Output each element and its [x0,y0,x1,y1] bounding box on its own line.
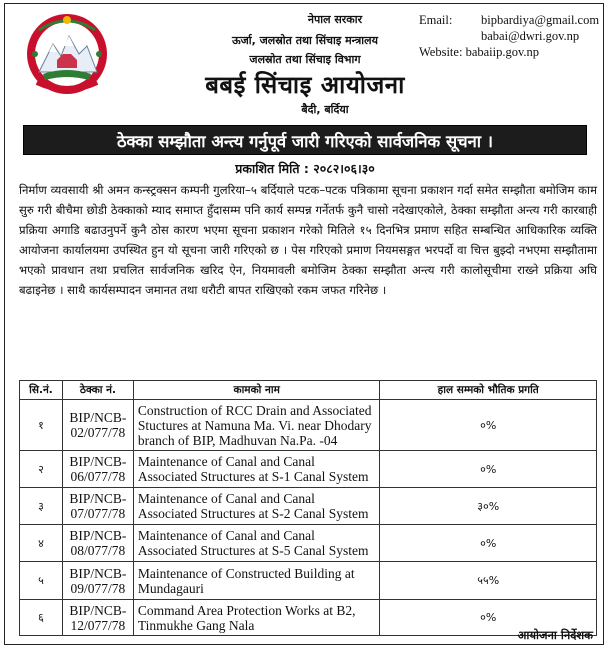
row-work: Maintenance of Canal and Canal Associated Structures at S-2 Canal System [133,488,380,525]
email-label: Email: [419,13,453,27]
row-sn: ६ [20,600,63,636]
signature-title: आयोजना निर्देशक [517,628,593,642]
row-code: BIP/NCB-09/077/78 [62,562,133,600]
row-sn: २ [20,451,63,488]
row-code: BIP/NCB-02/077/78 [62,400,133,451]
row-sn: १ [20,400,63,451]
table-row [20,451,597,488]
row-progress: ५५% [380,562,597,600]
row-work: Command Area Protection Works at B2, Tinmukhe Gang Nala [133,600,380,636]
row-sn: ५ [20,562,63,600]
published-date: प्रकाशित मिति : २०८२।०६।३० [235,161,375,176]
notice-page [4,3,604,645]
row-progress: ३०% [380,488,597,525]
project-name: बबई सिंचाइ आयोजना [205,71,405,99]
row-code: BIP/NCB-07/077/78 [62,488,133,525]
row-progress: ०% [380,400,597,451]
row-progress: ०% [380,525,597,562]
website-label: Website: [419,45,463,59]
department-name: जलस्रोत तथा सिंचाइ विभाग [249,53,361,66]
email-link-2[interactable]: babai@dwri.gov.np [481,29,580,43]
row-work: Maintenance of Constructed Building at Mundagauri [133,562,380,600]
header-code: ठेक्का नं. [62,381,133,400]
row-work: Construction of RCC Drain and Associated Stuctures at Namuna Ma. Vi. near Dhodary branch of BIP, Madhuvan Na.Pa. -04 [133,400,380,451]
contracts-table [19,380,597,636]
notice-body: निर्माण व्यवसायी श्री अमन कन्स्ट्रक्सन कम्पनी गुलरिया–५ बर्दियाले पटक–पटक पत्रिकामा सूचना प्रकाशन गर्दा समेत सम्झौता बमोजिम काम सुरु गरी बीचैमा छोडी ठेक्काको म्याद समाप्त हुँदासम्म पनि कार्य सम्पन्न गर्नेतर्फ कुनै चासो नदेखाएकोले, ठेक्का सम्झौता अन्त्य गरी कारबाही प्रक्रिया अगाडि बढाउनुपर्ने कुनै ठोस कारण भएमा सूचना प्रकाशन गरेको मितिले १५ दिनभित्र प्रमाण सहित सम्बन्धित आधिकारिक व्यक्ति आयोजना कार्यालयमा उपस्थित हुन यो सूचना जारी गरिएको छ । पेस गरिएको प्रमाण नियमसङ्गत भरपर्दो वा चित्त बुझ्दो नभएमा सम्झौतामा भएको प्रावधान तथा प्रचलित सार्वजनिक खरिद ऐन, नियमावली बमोजिम ठेक्का सम्झौता अन्त्य गरी कालोसूचीमा राख्ने प्रक्रिया अघि बढाइनेछ । साथै कार्यसम्पादन जमानत तथा धरौटी बापत राखिएको रकम जफत गरिनेछ । [19,183,597,298]
row-progress: ०% [380,451,597,488]
header-work: कामको नाम [133,381,380,400]
row-code: BIP/NCB-12/077/78 [62,600,133,636]
table-row [20,488,597,525]
table-row [20,600,597,636]
table-row [20,562,597,600]
row-progress: ०% [380,600,597,636]
header-sn: सि.नं. [20,381,63,400]
notice-title-bar [23,125,587,155]
contact-block [419,12,599,60]
ministry-name: ऊर्जा, जलस्रोत तथा सिंचाइ मन्त्रालय [231,34,378,47]
row-work: Maintenance of Canal and Canal Associated Structures at S-5 Canal System [133,525,380,562]
row-code: BIP/NCB-06/077/78 [62,451,133,488]
email-link-1[interactable]: bipbardiya@gmail.com [481,13,600,27]
table-row [20,525,597,562]
government-name: नेपाल सरकार [307,13,363,26]
table-row [20,400,597,451]
website-link[interactable]: babaiip.gov.np [465,45,540,59]
row-work: Maintenance of Canal and Canal Associated Structures at S-1 Canal System [133,451,380,488]
header-progress: हाल सम्मको भौतिक प्रगति [380,381,597,400]
row-code: BIP/NCB-08/077/78 [62,525,133,562]
nepal-emblem-icon [23,10,111,98]
notice-title: ठेक्का सम्झौता अन्त्य गर्नुपूर्व जारी गरिएको सार्वजनिक सूचना । [116,131,494,151]
project-location: बैदी, बर्दिया [301,103,349,116]
table-header-row [20,381,597,400]
row-sn: ३ [20,488,63,525]
row-sn: ४ [20,525,63,562]
